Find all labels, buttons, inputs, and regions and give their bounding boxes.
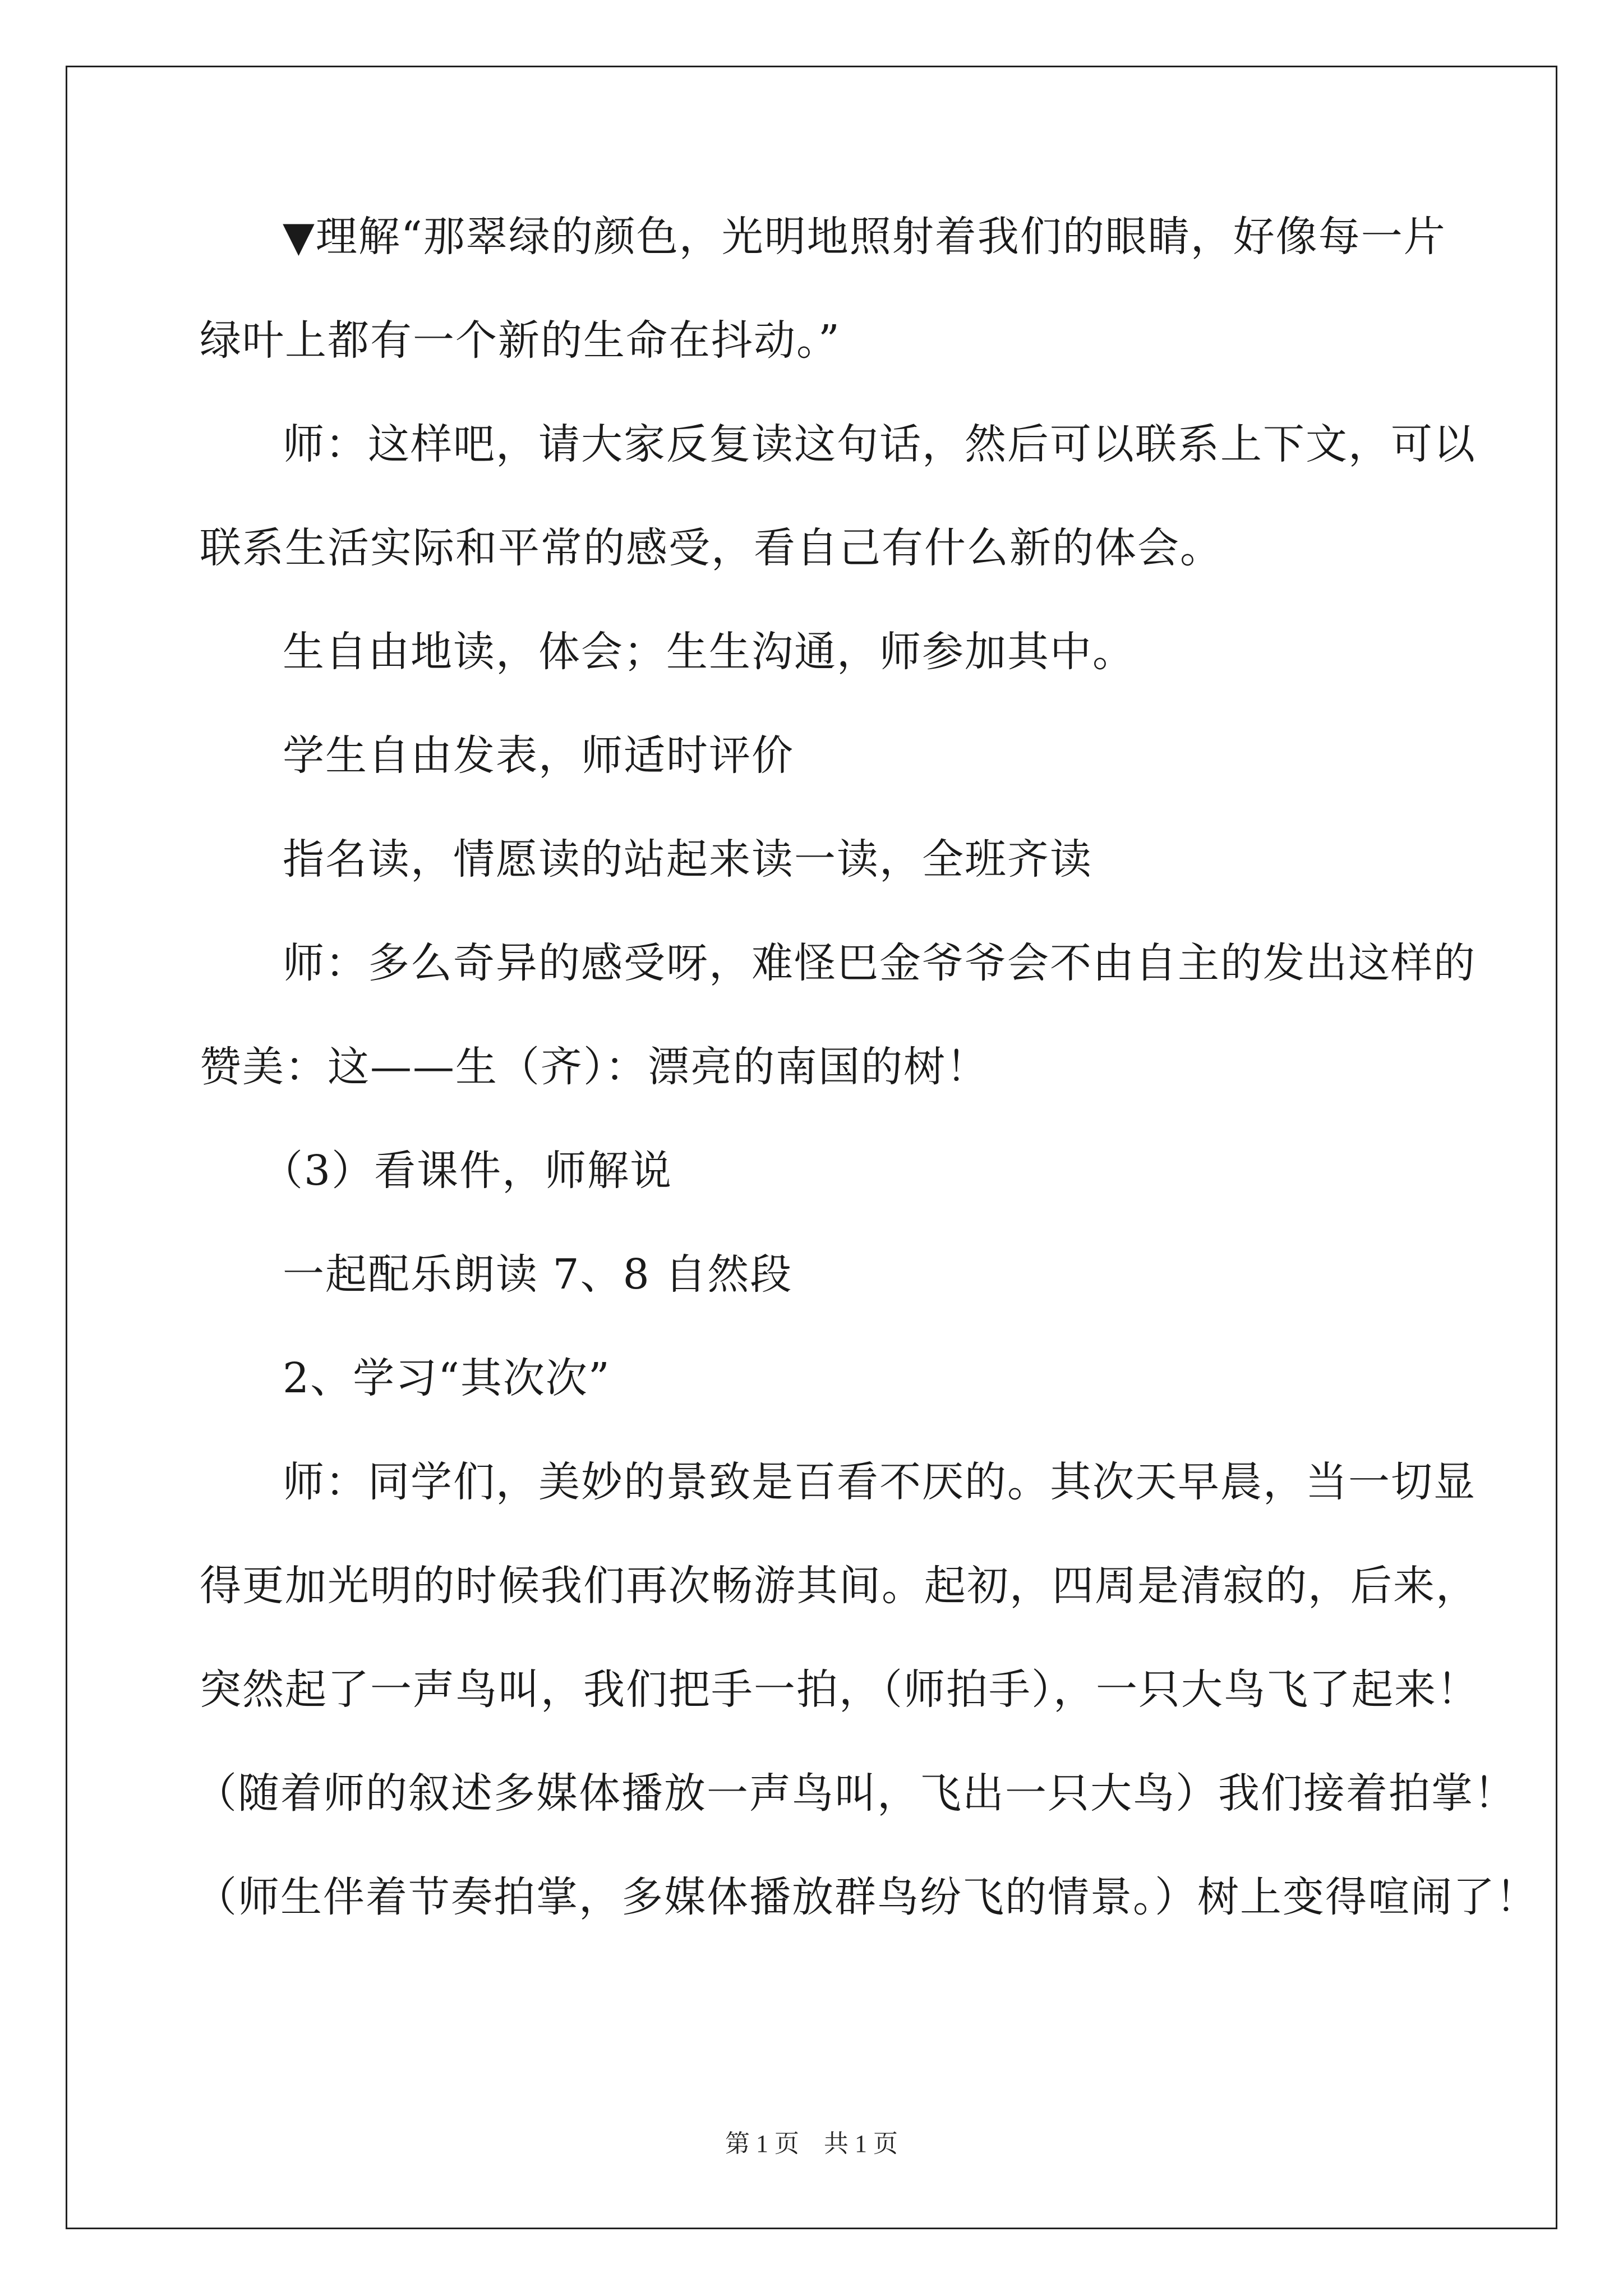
text-line: 突然起了一声鸟叫，我们把手一拍，（师拍手），一只大鸟飞了起来！ <box>200 1665 1479 1714</box>
text-line: 2、学习“其次次” <box>283 1354 611 1402</box>
text-line: 联系生活实际和平常的感受，看自己有什么新的体会。 <box>200 524 1223 572</box>
text-line: 绿叶上都有一个新的生命在抖动。” <box>200 316 841 365</box>
text-line: 赞美：这——生（齐）：漂亮的南国的树！ <box>200 1043 989 1091</box>
text-line: 师：同学们，美妙的景致是百看不厌的。其次天早晨，当一切显 <box>283 1458 1476 1506</box>
page-footer: 第 1 页 共 1 页 <box>725 2130 898 2157</box>
text-line: 学生自由发表，师适时评价 <box>283 731 794 780</box>
text-line: ▼理解“那翠绿的颜色，光明地照射着我们的眼睛，好像每一片 <box>283 213 1446 261</box>
text-line: 师：多么奇异的感受呀，难怪巴金爷爷会不由自主的发出这样的 <box>283 939 1476 987</box>
text-line: （师生伴着节奏拍掌，多媒体播放群鸟纷飞的情景。）树上变得喧闹了！ <box>195 1873 1538 1921</box>
text-line: 师：这样吧，请大家反复读这句话，然后可以联系上下文，可以 <box>283 420 1476 468</box>
text-line: 指名读，情愿读的站起来读一读，全班齐读 <box>283 835 1092 884</box>
text-line: （随着师的叙述多媒体播放一声鸟叫，飞出一只大鸟）我们接着拍掌！ <box>195 1769 1516 1818</box>
text-line: 得更加光明的时候我们再次畅游其间。起初，四周是清寂的，后来， <box>200 1562 1478 1610</box>
text-line: （3）看课件，师解说 <box>261 1147 673 1195</box>
text-line: 生自由地读，体会；生生沟通，师参加其中。 <box>283 628 1135 676</box>
text-line: 一起配乐朗读 7、8 自然段 <box>283 1250 793 1299</box>
